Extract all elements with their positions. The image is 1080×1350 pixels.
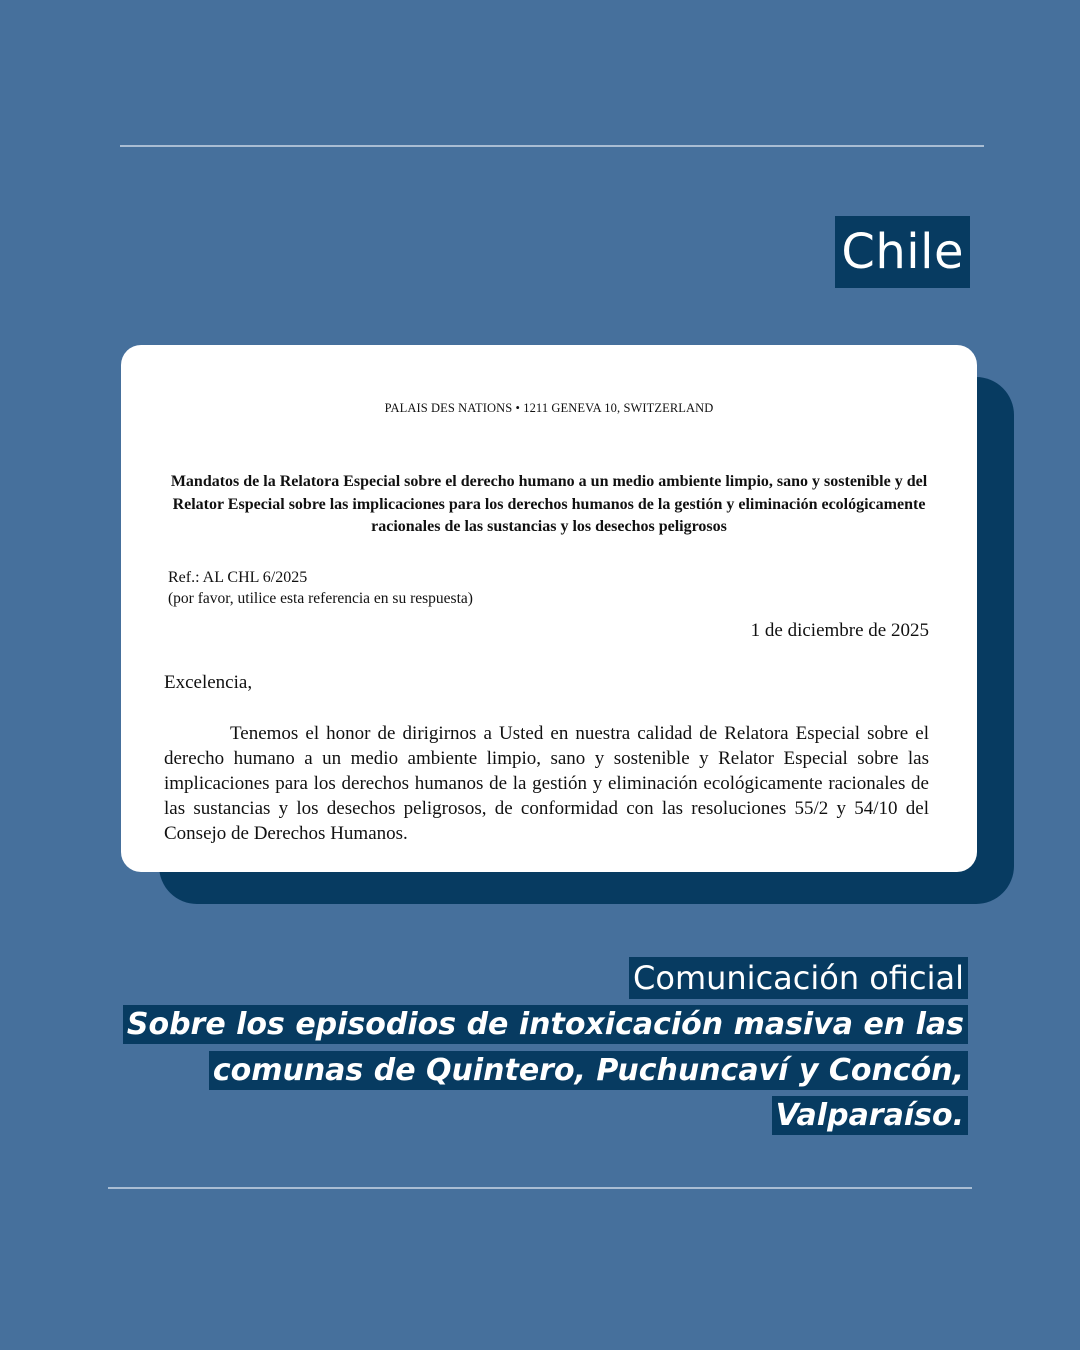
country-tag: Chile: [835, 216, 970, 288]
caption-headline: Sobre los episodios de intoxicación masiva en las comunas de Quintero, Puchuncaví y Concón, Valparaíso.: [123, 1005, 968, 1135]
bottom-divider: [108, 1187, 972, 1189]
reference-code: Ref.: AL CHL 6/2025: [168, 569, 308, 586]
caption-label: Comunicación oficial: [629, 957, 968, 999]
top-divider: [120, 145, 984, 147]
reference-note: (por favor, utilice esta referencia en su respuesta): [168, 590, 473, 607]
document-date: 1 de diciembre de 2025: [750, 620, 929, 641]
document-salutation: Excelencia,: [164, 672, 253, 693]
document-body: Tenemos el honor de dirigirnos a Usted en nuestra calidad de Relatora Especial sobre el derecho humano a un medio ambiente limpio, sano y sostenible y Relator Especial sobre las implicaciones para los derechos humanos de la gestión y eliminación ecológicamente racionales de las sustancias y los desechos peligrosos, de conformidad con las resoluciones 55/2 y 54/10 del Consejo de Derechos Humanos.: [164, 723, 929, 844]
document-card: [121, 345, 977, 872]
caption: [68, 954, 968, 1139]
document-address: PALAIS DES NATIONS • 1211 GENEVA 10, SWITZERLAND: [384, 401, 714, 415]
caption-headline-block: [68, 1002, 968, 1139]
document-reference: [168, 567, 473, 609]
document-mandates-heading: Mandatos de la Relatora Especial sobre el derecho humano a un medio ambiente limpio, sano y sostenible y del Relator Especial sobre las implicaciones para los derechos humanos de la gestión y eliminación ecológicamente racionales de las sustancias y los desechos peligrosos: [170, 473, 928, 535]
